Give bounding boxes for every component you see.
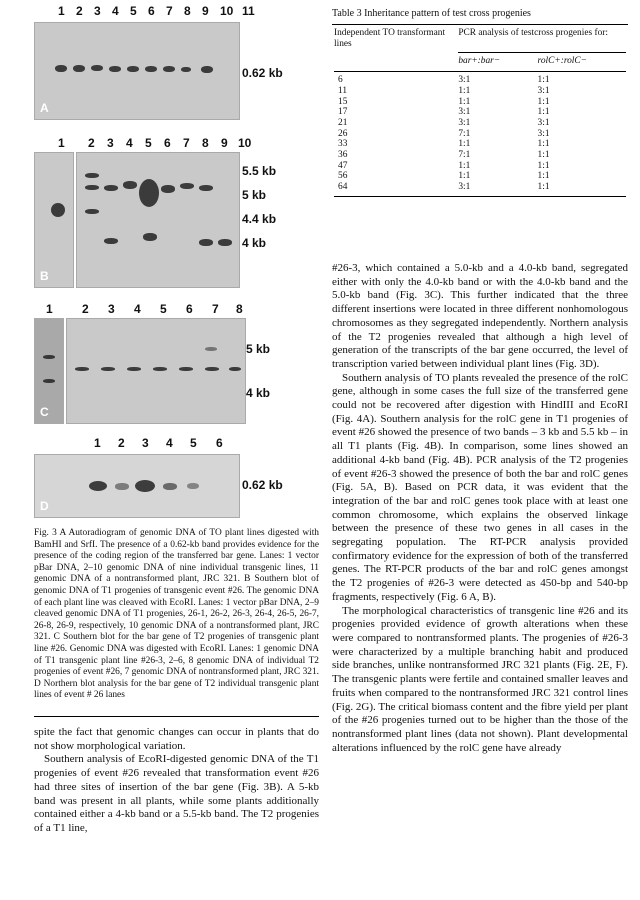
table-row [332, 129, 628, 140]
lane-number: 1 [58, 4, 65, 18]
lane-number: 2 [88, 136, 95, 150]
lane-number: 5 [130, 4, 137, 18]
table-cell: 21 [338, 117, 348, 128]
lane-number: 6 [186, 302, 193, 316]
lane-number: 9 [221, 136, 228, 150]
panel-a-blot [34, 22, 240, 120]
table-cell: 6 [338, 75, 343, 86]
table-cell: 11 [338, 85, 348, 96]
table-cell: 1:1 [458, 171, 471, 182]
lane-number: 4 [134, 302, 141, 316]
table-row [332, 171, 628, 182]
lane-number: 9 [202, 4, 209, 18]
panel-label: C [40, 405, 49, 419]
table-cell: 15 [338, 96, 348, 107]
panel-b-lane-numbers [58, 136, 268, 152]
lane-number: 8 [184, 4, 191, 18]
lane-number: 6 [216, 436, 223, 450]
lane-number: 3 [142, 436, 149, 450]
lane-number: 5 [145, 136, 152, 150]
paragraph: The morphological characteristics of transgenic line #26 and its progenies provided evidence of growth alterations when these were compared to nontransformed plants. The progenies of #26-3 were characterized by a multiple branching habit and produced side branches, unlike nontransformed JRC 321 plants (Fig. 2E, F). The transgenic plants were fertile and contained smaller leaves and fruits when compared to the nontransformed JRC 321 control lines (Fig. 2G). The critical biomass content and the fibre yield per plant of the #26 progenies turned out to be higher than the those of the nontransformed plant lines (data not shown). Plant developmental alterations influenced by the rolC gene have already [332, 604, 628, 754]
lane-number: 8 [202, 136, 209, 150]
lane-number: 7 [212, 302, 219, 316]
table-cell: 1:1 [458, 139, 471, 150]
size-marker: 4 kb [246, 386, 271, 400]
paragraph: Southern analysis of TO plants revealed the presence of the rolC gene, although in some cases the full size of the transferred gene could not be recovered after digestion with HindIII and EcoRI (Fig. 4A). Southern analysis for the rolC gene in T1 progenies of event #26 showed the presence of two bands – 3 kb and 5.5 kb – in all T1 plants (Fig. 4B). In comparison, some lines showed an additional 4-kb band (Fig. 4B). PCR analysis of the T2 progenies of event #26-3 showed the presence of both the bar and rolC genes (Fig. 5A, B). Based on PCR data, it was evident that the integration of the bar and rolC genes took place with at least one common chromosome, which explains the observed linkage between the presence of these two genes in all cases in the segregating population. The RT-PCR analysis provided confirmatory evidence for the expression of both of the transferred genes. The RT-PCR products of the bar and rolC genes amongst the T2 progenies of #26-3 were detected as 450-bp and 540-bp fragments, respectively (Fig. 6 A, B). [332, 371, 628, 603]
panel-c-blot-lane1 [34, 318, 64, 424]
size-marker: 0.62 kb [242, 478, 283, 492]
panel-b-blot-lane1 [34, 152, 74, 288]
lane-number: 1 [94, 436, 101, 450]
panel-label: D [40, 499, 49, 513]
lane-number: 3 [107, 136, 114, 150]
lane-number: 5 [190, 436, 197, 450]
table-row [332, 107, 628, 118]
table-cell: 1:1 [537, 160, 550, 171]
table-cell: 47 [338, 160, 348, 171]
table-row [332, 86, 628, 97]
lane-number: 1 [46, 302, 53, 316]
lane-number: 3 [108, 302, 115, 316]
lane-number: 6 [164, 136, 171, 150]
size-marker: 5.5 kb [242, 164, 277, 178]
table [332, 25, 628, 197]
table-cell: 1:1 [537, 171, 550, 182]
table-row [332, 75, 628, 86]
table-row [332, 161, 628, 172]
table-cell: 3:1 [458, 182, 471, 193]
table-cell: 36 [338, 150, 348, 161]
panel-c-blot [66, 318, 246, 424]
column-subheader: rolC+:rolC− [537, 56, 587, 67]
table-row [332, 182, 628, 193]
figure-3 [34, 0, 324, 520]
lane-number: 4 [126, 136, 133, 150]
table-cell: 3:1 [537, 85, 550, 96]
table-row [332, 150, 628, 161]
size-marker: 0.62 kb [242, 66, 283, 80]
right-column-text [332, 262, 628, 755]
table-row [332, 139, 628, 150]
table-cell: 17 [338, 107, 348, 118]
left-column-rule [34, 716, 319, 717]
lane-number: 6 [148, 4, 155, 18]
table-cell: 3:1 [458, 117, 471, 128]
panel-d-blot [34, 454, 240, 518]
table-cell: 7:1 [458, 150, 471, 161]
column-subheader: bar+:bar− [458, 56, 501, 67]
panel-c-lane-numbers [46, 302, 256, 318]
lane-number: 2 [82, 302, 89, 316]
lane-number: 1 [58, 136, 65, 150]
table-row [332, 97, 628, 108]
size-marker: 4.4 kb [242, 212, 277, 226]
lane-number: 4 [112, 4, 119, 18]
table-cell: 1:1 [537, 139, 550, 150]
table-cell: 33 [338, 139, 348, 150]
lane-number: 2 [118, 436, 125, 450]
lane-number: 2 [76, 4, 83, 18]
table-cell: 3:1 [458, 107, 471, 118]
table-cell: 26 [338, 128, 348, 139]
lane-number: 7 [183, 136, 190, 150]
table-cell: 3:1 [458, 75, 471, 86]
figure-caption: Fig. 3 A Autoradiogram of genomic DNA of TO plant lines digested with BamHI and SrfI. The presence of a 0.62-kb band provides evidence for the presence of the coding region of the transferred bar gene. Lanes: 1 vector pBar DNA, 2–10 genomic DNA of nine individual transgenic lines, 11 genomic DNA of a nontransformed plant, JRC 321. B Southern blot of genomic DNA of T1 progenies of transgenic event #26. The genomic DNA of each plant line was cleaved with EcoRI. Lanes: 1 vector pBar DNA, 2–9 cleaved genomic DNA of T1 progenies, 26-1, 26-2, 26-3, 26-4, 26-5, 26-7, 26-8, 26-9, respectively, 10 genomic DNA of a nontransformed plant, JRC 321. C Southern blot for the bar gene of T2 progenies of transgenic plant line #26. Genomic DNA was digested with EcoRI. Lanes: 1 genomic DNA of T1 transgenic plant line #26-3, 2–6, 8 genomic DNA of individual T2 progenies of event #26, 7 genomic DNA of nontransformed plant, JRC 321. D Northern blot analysis for the bar gene of T2 individual transgenic plant lines of event # 26 lanes [34, 528, 319, 701]
table-cell: 1:1 [458, 85, 471, 96]
table-cell: 7:1 [458, 128, 471, 139]
lane-number: 5 [160, 302, 167, 316]
lane-number: 8 [236, 302, 243, 316]
lane-number: 7 [166, 4, 173, 18]
table-cell: 1:1 [537, 75, 550, 86]
panel-d-lane-numbers [94, 436, 244, 452]
panel-a-lane-numbers [58, 4, 258, 20]
table-title: Table 3 Inheritance pattern of test cross progenies [332, 8, 531, 19]
lane-number: 10 [238, 136, 252, 150]
table-row [332, 118, 628, 129]
table-body [332, 75, 628, 193]
paragraph: #26-3, which contained a 5.0-kb and a 4.0-kb band, segregated either with only the 4.0-kb band or with the 4.0-kb band and the 5.0-kb band (Fig. 3C). This further indicated that the three different insertions were located in three different nonhomologous chromosomes as they segregated independently. Northern analysis of the T2 progenies revealed that although a high level of generation of the transcripts of the bar gene occurred, the level of transcription varied between individual plant lines (Fig. 3D). [332, 262, 628, 370]
table-cell: 1:1 [537, 107, 550, 118]
lane-number: 4 [166, 436, 173, 450]
table-cell: 1:1 [537, 182, 550, 193]
table-cell: 1:1 [537, 150, 550, 161]
lane-number: 11 [242, 4, 255, 18]
table-cell: 3:1 [537, 128, 550, 139]
size-marker: 5 kb [246, 342, 271, 356]
table-cell: 1:1 [537, 96, 550, 107]
table-cell: 1:1 [458, 96, 471, 107]
panel-label: B [40, 269, 49, 283]
size-marker: 4 kb [242, 236, 267, 250]
paragraph: spite the fact that genomic changes can occur in plants that do not show morphological variation. [34, 726, 319, 752]
column-header: Independent TO transformant lines [334, 28, 446, 49]
size-marker: 5 kb [242, 188, 267, 202]
panel-b-blot [76, 152, 240, 288]
lane-number: 10 [220, 4, 234, 18]
left-column-text [34, 726, 319, 836]
table-cell: 3:1 [537, 117, 550, 128]
table-3 [332, 8, 628, 197]
panel-label: A [40, 101, 49, 115]
table-cell: 1:1 [458, 160, 471, 171]
paragraph: Southern analysis of EcoRI-digested genomic DNA of the T1 progenies of event #26 revealed that transformation event #26 had three sites of insertion of the bar gene (Fig. 3B). A 5-kb band was present in all plants, while some plants additionally contained either a 4-kb band or a 5.5-kb band. The T2 progenies of a T1 line, [34, 753, 319, 834]
column-header: PCR analysis of testcross progenies for: [458, 28, 609, 38]
table-cell: 64 [338, 182, 348, 193]
table-cell: 56 [338, 171, 348, 182]
lane-number: 3 [94, 4, 101, 18]
